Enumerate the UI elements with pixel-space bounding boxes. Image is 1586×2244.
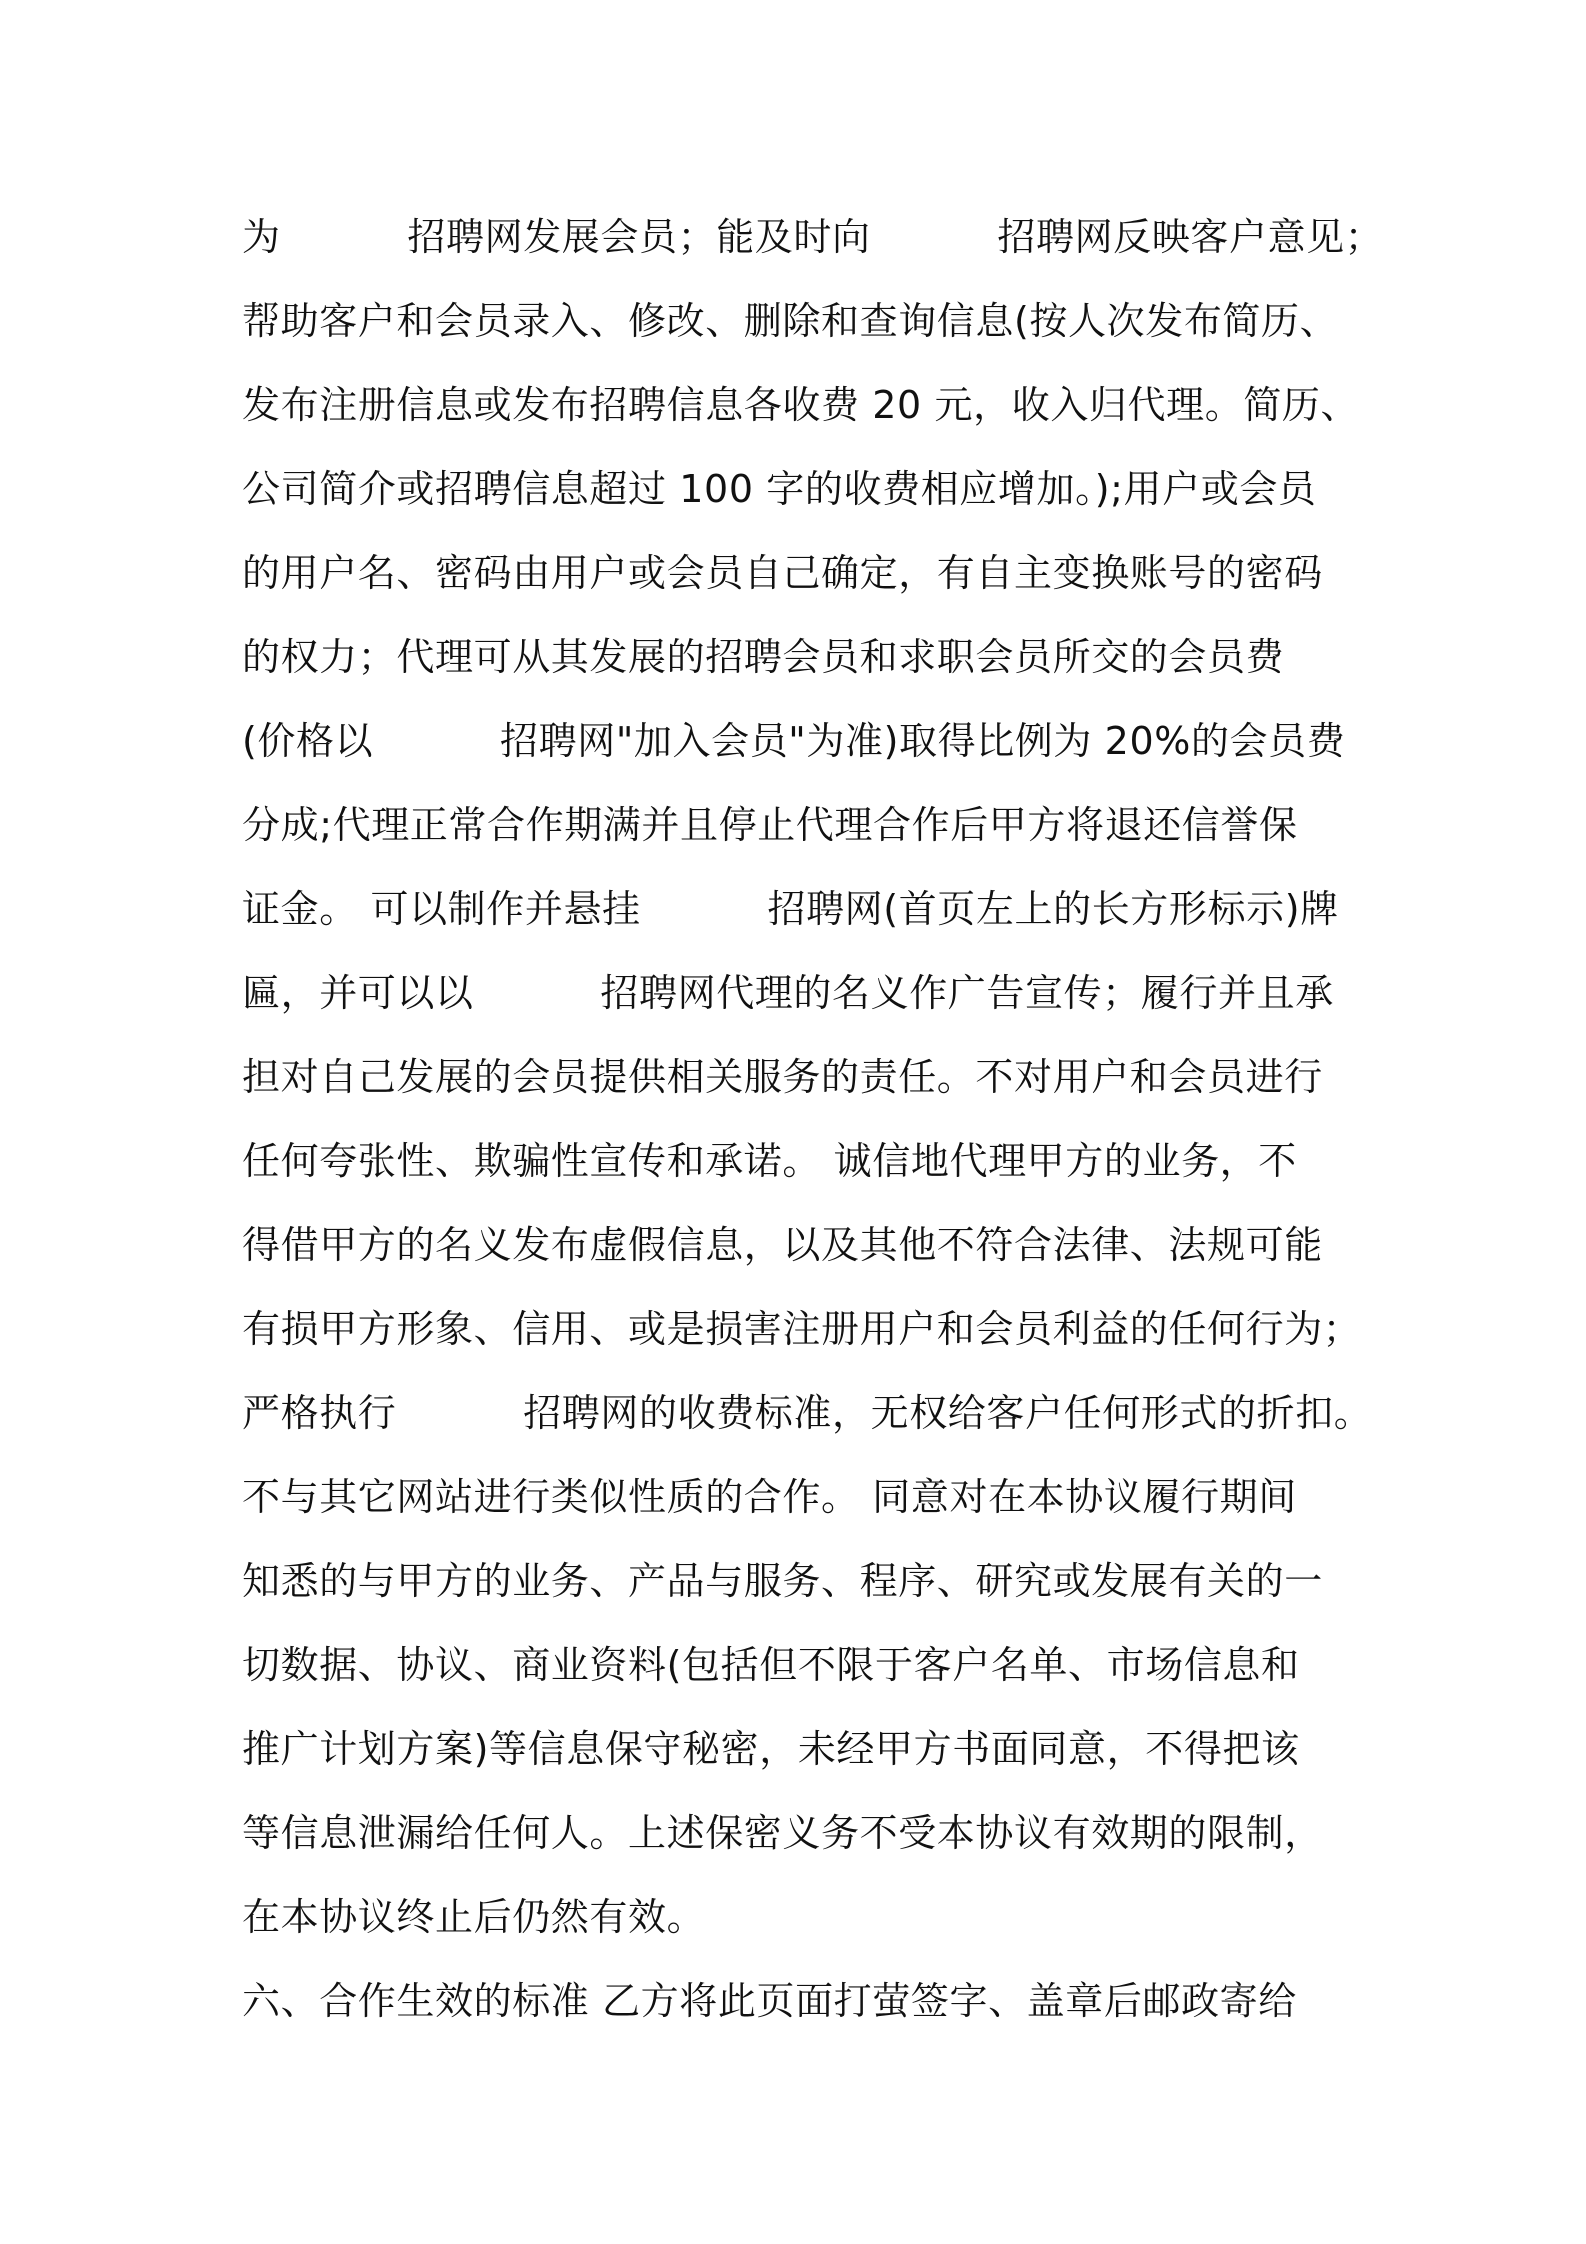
text-line: 帮助客户和会员录入、修改、删除和查询信息(按人次发布简历、: [242, 299, 1339, 343]
text-line: 分成;代理正常合作期满并且停止代理合作后甲方将退还信誉保: [242, 803, 1298, 847]
text-line: 匾，并可以以 招聘网代理的名义作广告宣传；履行并且承: [242, 971, 1334, 1015]
text-line: (价格以 招聘网"加入会员"为准)取得比例为 20%的会员费: [242, 719, 1346, 763]
text-line: 在本协议终止后仍然有效。: [242, 1895, 706, 1939]
text-line: 担对自己发展的会员提供相关服务的责任。不对用户和会员进行: [242, 1055, 1323, 1099]
text-line: 不与其它网站进行类似性质的合作。 同意对在本协议履行期间: [242, 1475, 1297, 1519]
text-line: 证金。 可以制作并悬挂 招聘网(首页左上的长方形标示)牌: [242, 887, 1339, 931]
text-line: 的权力；代理可从其发展的招聘会员和求职会员所交的会员费: [242, 635, 1285, 679]
text-line: 任何夸张性、欺骗性宣传和承诺。 诚信地代理甲方的业务，不: [242, 1139, 1297, 1183]
text-line: 公司简介或招聘信息超过 100 字的收费相应增加。);用户或会员: [242, 467, 1317, 511]
text-line: 推广计划方案)等信息保守秘密，未经甲方书面同意，不得把该: [242, 1727, 1300, 1771]
body-text: [242, 195, 1384, 2043]
text-line: 得借甲方的名义发布虚假信息，以及其他不符合法律、法规可能: [242, 1223, 1323, 1267]
text-line: 为 招聘网发展会员；能及时向 招聘网反映客户意见；: [242, 215, 1384, 259]
text-line: 知悉的与甲方的业务、产品与服务、程序、研究或发展有关的一: [242, 1559, 1323, 1603]
text-line: 有损甲方形象、信用、或是损害注册用户和会员利益的任何行为；: [242, 1307, 1362, 1351]
text-line: 的用户名、密码由用户或会员自己确定，有自主变换账号的密码: [242, 551, 1323, 595]
section-heading-line: 六、合作生效的标准 乙方将此页面打萤签字、盖章后邮政寄给: [242, 1979, 1297, 2023]
text-line: 等信息泄漏给任何人。上述保密义务不受本协议有效期的限制，: [242, 1811, 1323, 1855]
text-line: 严格执行 招聘网的收费标准，无权给客户任何形式的折扣。: [242, 1391, 1373, 1435]
text-line: 切数据、协议、商业资料(包括但不限于客户名单、市场信息和: [242, 1643, 1300, 1687]
text-line: 发布注册信息或发布招聘信息各收费 20 元，收入归代理。简历、: [242, 383, 1360, 427]
